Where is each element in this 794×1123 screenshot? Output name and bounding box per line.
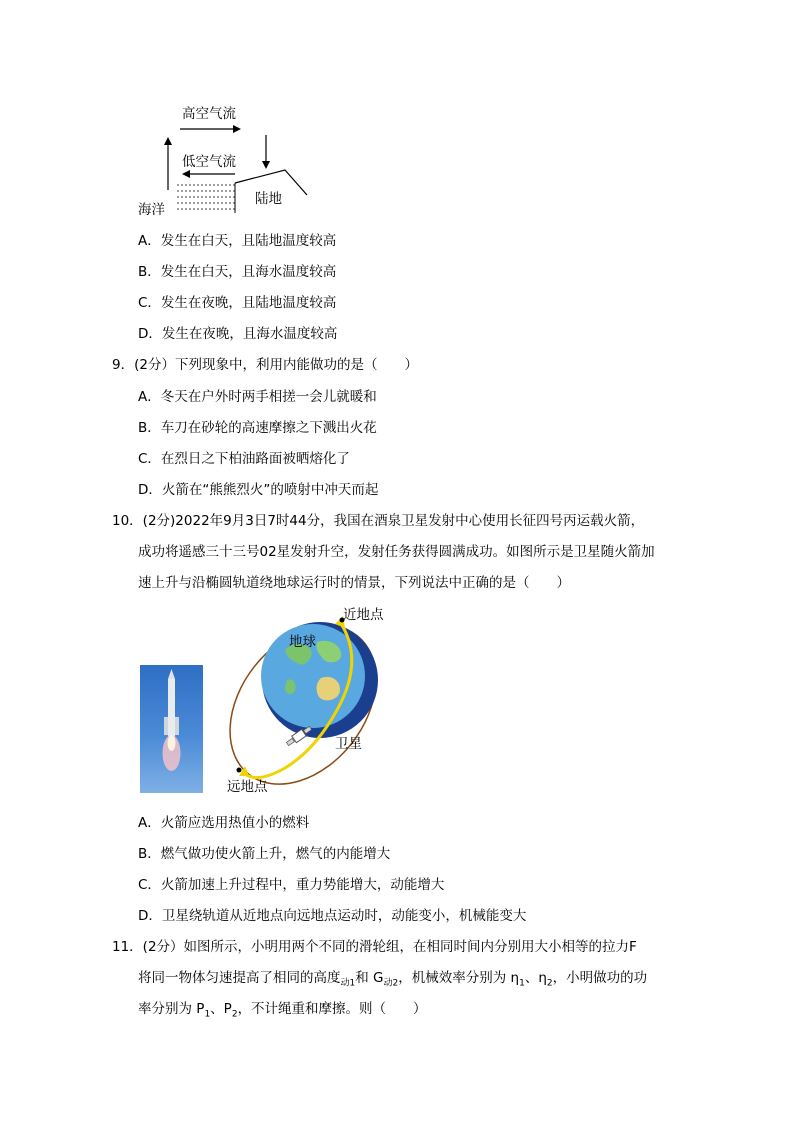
ocean-label: 海洋 — [138, 202, 165, 218]
q10-option-d: D．卫星绕轨道从近地点向远地点运动时，动能变小，机械能变大 — [138, 908, 527, 924]
q11-line3-part-b: 、P — [210, 1001, 232, 1017]
q11-line2-sub-3: 1 — [519, 978, 525, 989]
apogee-point — [237, 768, 242, 773]
q11-line2-part-a: 将同一物体匀速提高了相同的高度 — [138, 970, 341, 986]
low-airflow-arrowhead — [182, 170, 190, 178]
q11-line2-part-c: ，机械效率分别为 η — [398, 970, 520, 986]
q8-option-d: D．发生在夜晚，且海水温度较高 — [138, 326, 338, 342]
q9-option-d: D．火箭在“熊熊烈火”的喷射中冲天而起 — [138, 482, 379, 498]
q9-option-a: A．冬天在户外时两手相搓一会儿就暖和 — [138, 389, 377, 405]
q11-line2-part-b: 和 G — [355, 970, 384, 986]
perigee-label: 近地点 — [343, 607, 384, 623]
q11-line2-sub-1: 动1 — [340, 978, 356, 989]
q8-option-a: A．发生在白天，且陆地温度较高 — [138, 233, 337, 249]
high-airflow-label: 高空气流 — [182, 106, 236, 122]
q9-option-c: C．在烈日之下柏油路面被晒熔化了 — [138, 451, 350, 467]
q11-line3-part-a: 率分别为 P — [138, 1001, 205, 1017]
q11-line3 — [138, 997, 427, 1020]
land-label: 陆地 — [255, 191, 282, 207]
q9-stem: 9．(2分）下列现象中，利用内能做功的是（ ） — [112, 357, 418, 373]
q10-option-a: A．火箭应选用热值小的燃料 — [138, 815, 310, 831]
rocket-nose — [168, 669, 175, 679]
satellite-label: 卫星 — [335, 736, 362, 752]
figure-satellite-orbit — [225, 600, 395, 795]
q11-line3-sub-2: 2 — [231, 1009, 238, 1020]
rocket-booster-left — [164, 717, 168, 735]
low-airflow-label: 低空气流 — [182, 154, 236, 170]
apogee-label: 远地点 — [227, 779, 268, 795]
ocean-waves — [177, 185, 235, 209]
q8-option-c: C．发生在夜晚，且陆地温度较高 — [138, 295, 337, 311]
rocket-body — [168, 679, 175, 737]
rocket-flame — [168, 735, 176, 751]
q11-line2 — [138, 966, 647, 989]
q10-stem-line2: 成功将遥感三十三号02星发射升空，发射任务获得圆满成功。如图所示是卫星随火箭加 — [138, 544, 655, 560]
rocket-booster-right — [175, 717, 179, 735]
q9-option-b: B．车刀在砂轮的高速摩擦之下溅出火花 — [138, 420, 377, 436]
q11-line2-part-d: 、η — [524, 970, 547, 986]
q10-option-b: B．燃气做功使火箭上升，燃气的内能增大 — [138, 846, 391, 862]
q11-line2-part-e: ，小明做功的功 — [552, 970, 648, 986]
figure-sea-land-breeze — [135, 95, 335, 220]
q11-line2-sub-2: 动2 — [383, 978, 399, 989]
rising-air-arrowhead — [164, 137, 172, 145]
q10-stem-line3: 速上升与沿椭圆轨道绕地球运行时的情景，下列说法中正确的是（ ） — [138, 575, 570, 591]
rocket-photo — [140, 665, 203, 793]
q11-line3-sub-1: 1 — [204, 1009, 211, 1020]
q10-option-c: C．火箭加速上升过程中，重力势能增大，动能增大 — [138, 877, 445, 893]
q11-line1: 11．(2分）如图所示，小明用两个不同的滑轮组，在相同时间内分别用大小相等的拉力F — [112, 939, 637, 955]
rocket-image — [140, 665, 203, 793]
q11-line2-sub-4: 2 — [546, 978, 553, 989]
q10-stem-line1: 10．(2分)2022年9月3日7时44分，我国在酒泉卫星发射中心使用长征四号丙运载火箭， — [112, 513, 645, 529]
q11-line3-part-c: ，不计绳重和摩擦。则（ ） — [237, 1001, 427, 1017]
q8-option-b: B．发生在白天，且海水温度较高 — [138, 264, 337, 280]
earth-label: 地球 — [289, 634, 316, 650]
high-airflow-arrowhead — [233, 125, 241, 133]
sinking-air-arrowhead — [262, 161, 270, 169]
